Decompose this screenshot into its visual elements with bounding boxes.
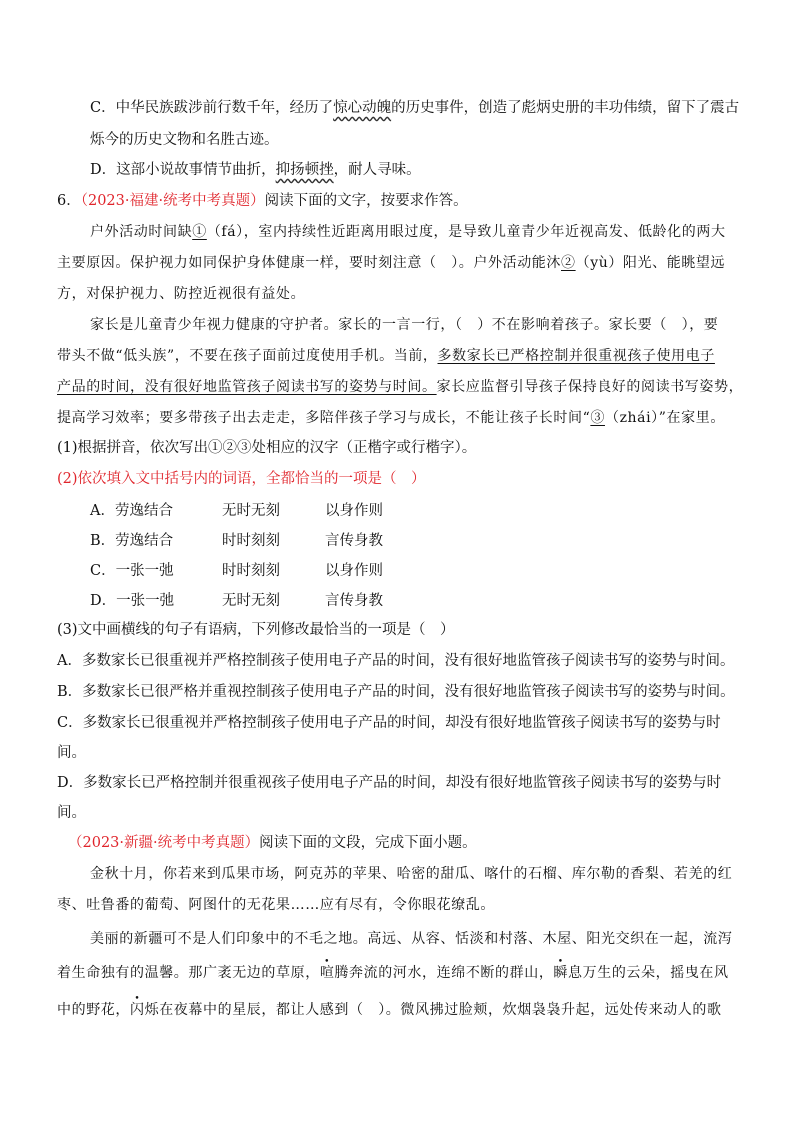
q6-sub3-option-b: B．多数家长已很严格并重视控制孩子使用电子产品的时间，没有很好地监管孩子阅读书写的姿势与时间。 (57, 684, 735, 700)
q6-p2-text-a: 带头不做“低头族”，不要在孩子面前过度使用手机。当前， (57, 348, 438, 364)
q5-option-d-dotted: 抑扬顿挫 (275, 162, 334, 178)
q6-sub3-option-a: A．多数家长已很重视并严格控制孩子使用电子产品的时间，没有很好地监管孩子阅读书写的姿势与时间。 (57, 653, 735, 669)
q6-sub2-option-b-label: B．劳逸结合 (90, 533, 174, 549)
q6-sub2-option-a-word3: 以身作则 (325, 503, 383, 519)
q5-option-c-line2: 烁今的历史文物和名胜古迹。 (90, 132, 279, 148)
q7-p2-text-b: 腾奔流的河水，连绵不断的群山， (334, 965, 554, 981)
q6-sub3-option-d-line2: 间。 (57, 805, 86, 821)
q6-p1-text-d: （yù）阳光、能眺望远 (575, 255, 726, 271)
q6-sub2-option-a-word2: 无时无刻 (222, 503, 280, 519)
q6-sub2-option-a-label: A．劳逸结合 (90, 503, 173, 519)
q6-sub2-option-c-label: C．一张一弛 (90, 563, 174, 579)
q6-passage-p1-line3: 方，对保护视力、防控近视很有益处。 (57, 286, 306, 302)
q5-option-c-prefix: C．中华民族跋涉前行数千年，经历了 (90, 100, 334, 116)
q5-option-c-dotted: 惊心动魄 (333, 100, 392, 116)
q6-sub2-prompt: (2)依次填入文中括号内的词语，全都恰当的一项是（ ） (57, 471, 426, 487)
q7-p2-text-a: 着生命独有的温馨。那广袤无边的草原， (57, 965, 320, 981)
q6-source: （2023·福建·统考中考真题） (80, 193, 265, 209)
q7-passage-p2-line1: 美丽的新疆可不是人们印象中的不毛之地。高远、从容、恬淡和村落、木屋、阳光交织在一起，流泻 (90, 931, 733, 947)
q6-sub2-option-d-label: D．一张一弛 (90, 593, 175, 609)
q7-passage-p1-line2: 枣、吐鲁番的葡萄、阿图什的无花果……应有尽有，令你眼花缭乱。 (57, 897, 495, 913)
q7-header (68, 833, 477, 853)
q7-dotted-char-1: 喧 (319, 965, 335, 981)
q6-passage-p2-line2 (57, 346, 715, 366)
q6-sub3-option-c-line2: 间。 (57, 745, 86, 761)
q7-source: （2023·新疆·统考中考真题） (68, 835, 260, 851)
q6-blank-2: ② (561, 255, 576, 271)
q6-underlined-sentence-part2: 产品的时间，没有很好地监管孩子阅读书写的姿势与时间。 (57, 379, 437, 395)
q6-p2-text-c: 提高学习效率；要多带孩子出去走走，多陪伴孩子学习与成长，不能让孩子长时间“ (57, 410, 591, 426)
q6-sub2-option-c-word3: 以身作则 (325, 563, 383, 579)
q6-passage-p2-line4 (57, 408, 725, 428)
q6-sub2-option-b-word3: 言传身教 (325, 533, 383, 549)
q7-dotted-char-2: 瞬 (553, 965, 569, 981)
q6-passage-p2-line3 (57, 377, 743, 397)
q6-underlined-sentence-part1: 多数家长已严格控制并很重视孩子使用电子 (437, 348, 715, 364)
q6-passage-p1-line1 (90, 222, 726, 242)
q7-passage-p2-line2 (57, 963, 729, 983)
q7-passage-p1-line1: 金秋十月，你若来到瓜果市场，阿克苏的苹果、哈密的甜瓜、喀什的石榴、库尔勒的香梨、若羌的红 (90, 866, 733, 882)
q6-blank-3: ③ (590, 410, 605, 426)
q7-prompt: 阅读下面的文段，完成下面小题。 (259, 835, 477, 851)
q6-sub2-option-b-word2: 时时刻刻 (222, 533, 280, 549)
q6-p1-text-b: （fá），室内持续性近距离用眼过度，是导致儿童青少年近视高发、低龄化的两大 (206, 224, 726, 240)
q6-sub2-option-c-word2: 时时刻刻 (222, 563, 280, 579)
q6-p2-text-d: （zhái）”在家里。 (604, 410, 725, 426)
q5-option-d-prefix: D．这部小说故事情节曲折， (90, 162, 276, 178)
q6-passage-p1-line2 (57, 253, 725, 273)
q6-p2-text-b: 家长应监督引导孩子保持良好的阅读书写姿势， (436, 379, 744, 395)
q6-number: 6． (57, 193, 81, 209)
q7-p2-text-c: 息万生的云朵，摇曳在风 (568, 965, 729, 981)
q5-option-d-suffix: ，耐人寻味。 (333, 162, 421, 178)
q5-option-c-suffix: 的历史事件，创造了彪炳史册的丰功伟绩，留下了震古 (391, 100, 740, 116)
q6-sub3-option-c-line1: C．多数家长已很重视并严格控制孩子使用电子产品的时间，却没有很好地监管孩子阅读书写的姿势与时 (57, 715, 721, 731)
q6-sub1-prompt: (1)根据拼音，依次写出①②③处相应的汉字（正楷字或行楷字）。 (57, 440, 477, 456)
q6-header (57, 191, 468, 211)
q6-prompt: 阅读下面的文字，按要求作答。 (264, 193, 468, 209)
q7-dotted-char-3: 闪 (130, 1002, 145, 1018)
q6-sub2-option-d-word2: 无时无刻 (222, 593, 280, 609)
q6-p1-text-c: 主要原因。保护视力如同保护身体健康一样，要时刻注意（ ）。户外活动能沐 (57, 255, 561, 271)
q6-blank-1: ① (192, 224, 207, 240)
q7-p2-text-d: 中的野花， (57, 1002, 130, 1018)
q7-passage-p2-line3 (57, 1000, 722, 1020)
q7-p2-text-e: 烁在夜幕中的星辰，都让人感到（ ）。微风拂过脸颊，炊烟袅袅升起，远处传来动人的歌 (144, 1002, 722, 1018)
q6-sub3-prompt: (3)文中画横线的句子有语病，下列修改最恰当的一项是（ ） (57, 622, 455, 638)
q6-sub3-option-d-line1: D．多数家长已严格控制并很重视孩子使用电子产品的时间，却没有很好地监管孩子阅读书写的姿势与时 (57, 775, 722, 791)
q6-p1-text-a: 户外活动时间缺 (90, 224, 193, 240)
q5-option-d (90, 160, 421, 180)
q5-option-c-line1 (90, 98, 739, 118)
q6-sub2-option-d-word3: 言传身教 (325, 593, 383, 609)
q6-passage-p2-line1: 家长是儿童青少年视力健康的守护者。家长的一言一行，（ ）不在影响着孩子。家长要（ ），要 (90, 317, 719, 333)
